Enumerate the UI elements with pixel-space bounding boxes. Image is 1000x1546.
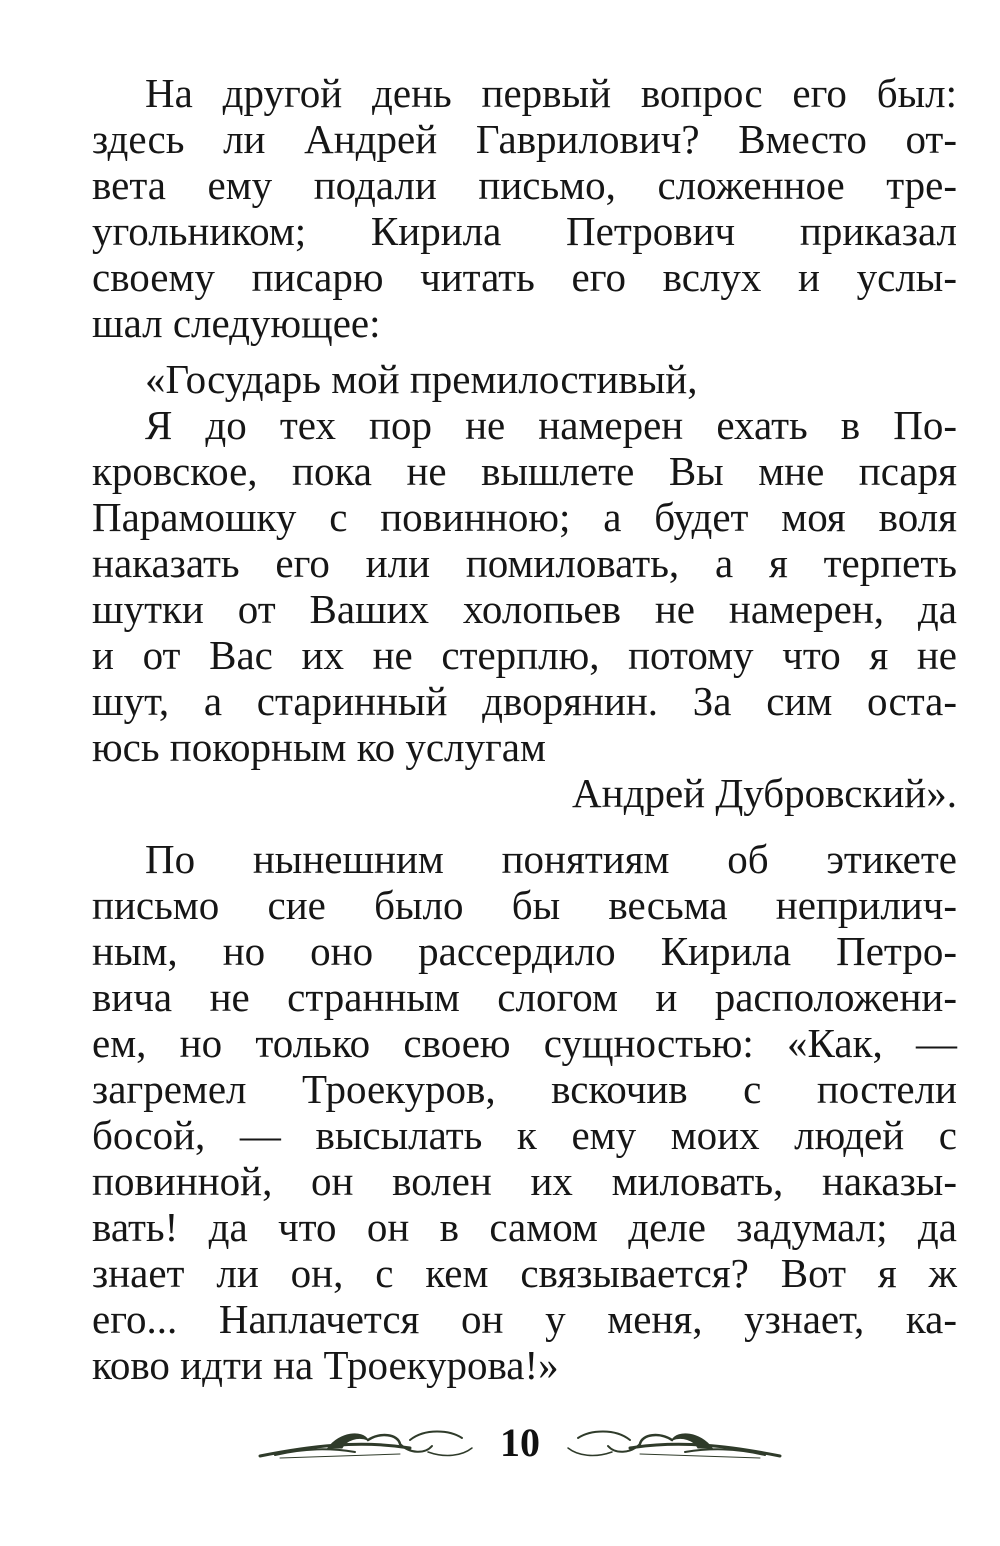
text-line: шутки от Ваших холопьев не намерен, да: [92, 586, 957, 632]
text-line: шал следующее:: [92, 300, 381, 346]
text-line: По нынешним понятиям об этикете: [145, 836, 957, 882]
page-number: 10: [500, 1420, 540, 1465]
text-line: Парамошку с повинною; а будет моя воля: [92, 494, 957, 540]
text-line: вича не странным слогом и расположени-: [92, 974, 957, 1020]
text-line: угольником; Кирила Петрович приказал: [92, 208, 957, 254]
text-line: ково идти на Троекурова!»: [92, 1342, 559, 1388]
text-line: кровское, пока не вышлете Вы мне псаря: [92, 448, 957, 494]
text-line: Я до тех пор не намерен ехать в По-: [145, 402, 957, 448]
text-line: вета ему подали письмо, сложенное тре-: [92, 162, 957, 208]
text-line: и от Вас их не стерплю, потому что я не: [92, 632, 957, 678]
letter-signature: Андрей Дубровский».: [572, 770, 957, 816]
text-line: На другой день первый вопрос его был:: [145, 70, 957, 116]
text-line: его... Наплачется он у меня, узнает, ка-: [92, 1296, 957, 1342]
text-line: письмо сие было бы весьма неприлич-: [92, 882, 957, 928]
text-line: повинной, он волен их миловать, наказы-: [92, 1158, 957, 1204]
letter-salutation: «Государь мой премилостивый,: [145, 356, 698, 402]
text-line: ем, но только своею сущностью: «Как, —: [92, 1020, 957, 1066]
text-line: юсь покорным ко услугам: [92, 724, 546, 770]
text-line: здесь ли Андрей Гаврилович? Вместо от-: [92, 116, 957, 162]
page-footer: [250, 1418, 790, 1468]
text-line: шут, а старинный дворянин. За сим оста-: [92, 678, 957, 724]
text-line: босой, — высылать к ему моих людей с: [92, 1112, 957, 1158]
text-line: наказать его или помиловать, а я терпеть: [92, 540, 957, 586]
text-line: ным, но оно рассердило Кирила Петро-: [92, 928, 957, 974]
text-line: загремел Троекуров, вскочив с постели: [92, 1066, 957, 1112]
text-line: своему писарю читать его вслух и услы-: [92, 254, 957, 300]
text-line: знает ли он, с кем связывается? Вот я ж: [92, 1250, 957, 1296]
text-line: вать! да что он в самом деле задумал; да: [92, 1204, 957, 1250]
